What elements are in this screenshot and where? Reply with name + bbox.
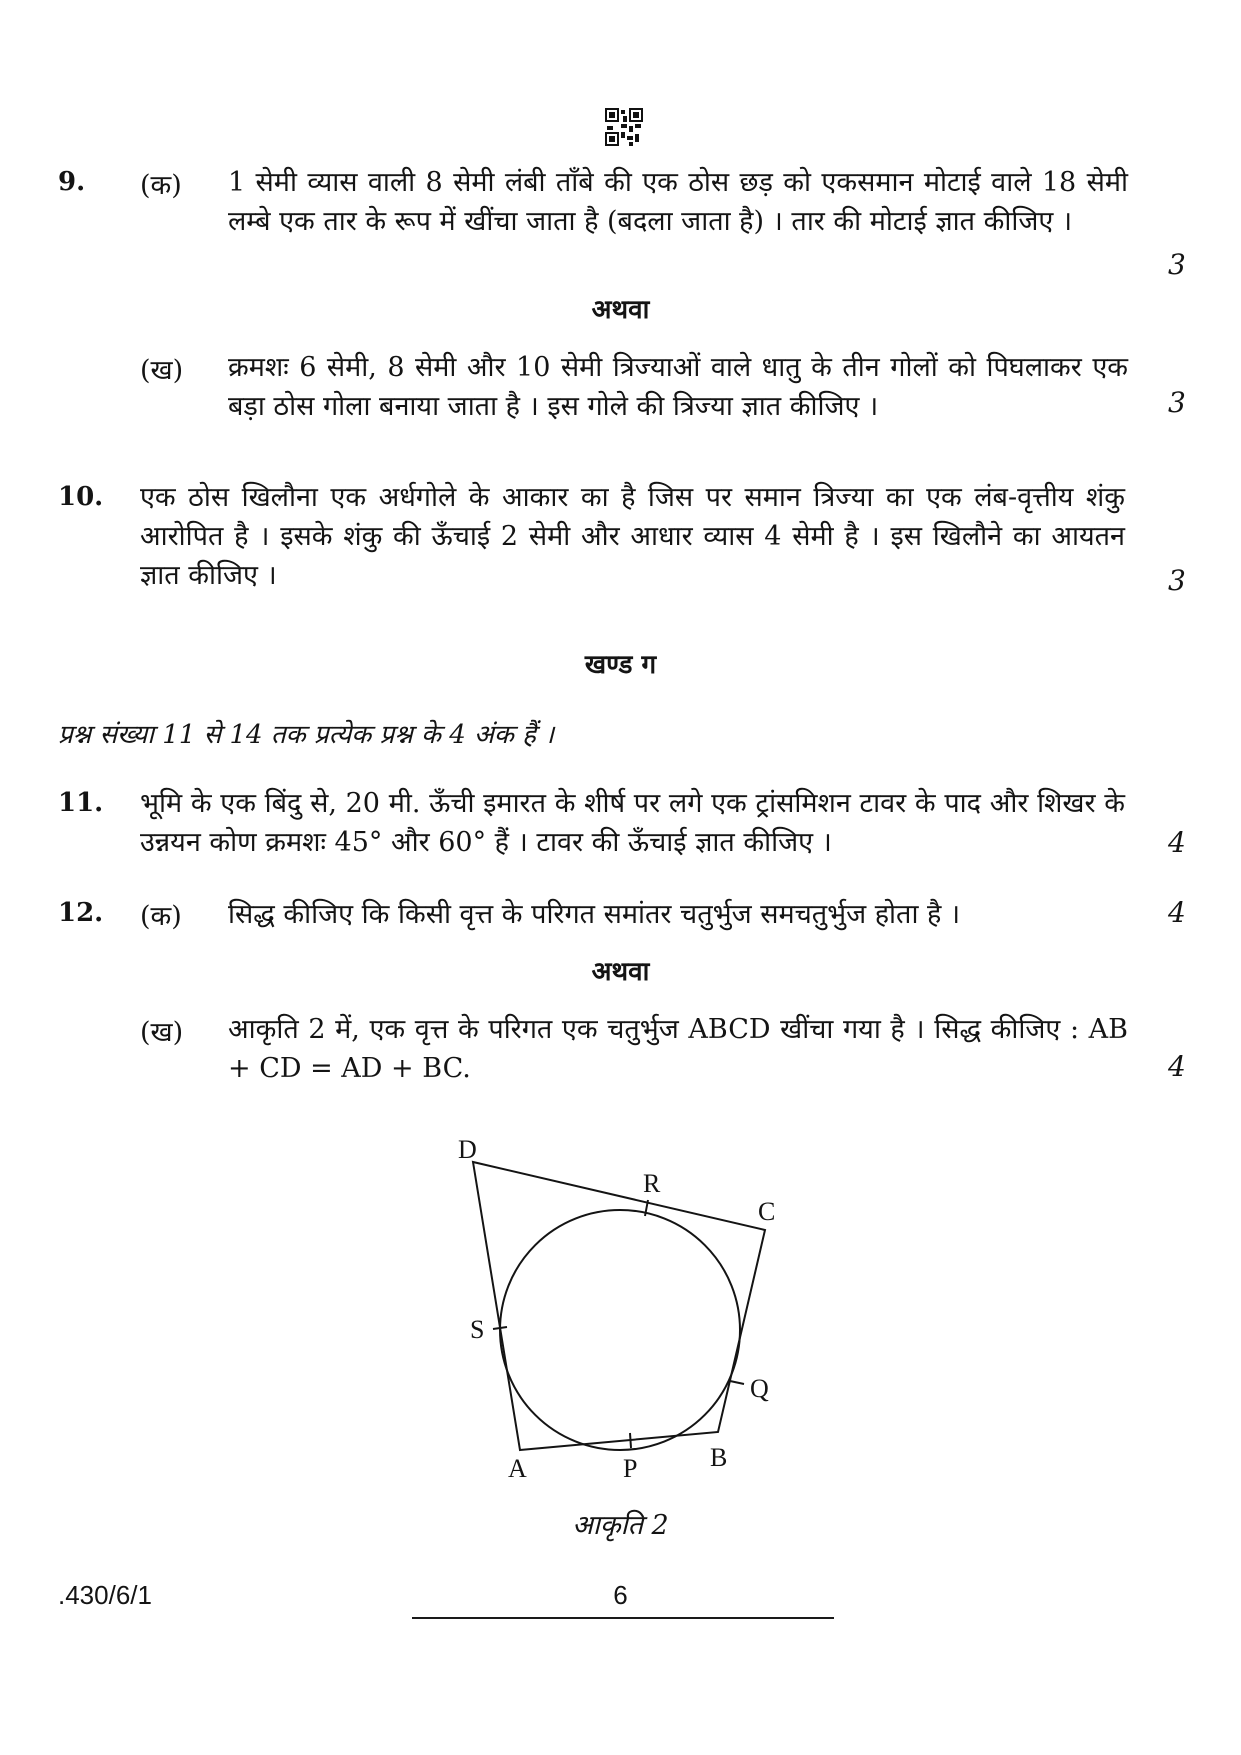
- question-number-12: 12.: [58, 898, 104, 928]
- label-b: B: [710, 1443, 728, 1472]
- section-title: खण्ड ग: [584, 650, 657, 680]
- page-number: 6: [613, 1580, 628, 1610]
- tick-s: [493, 1327, 507, 1329]
- figure-caption: आकृति 2: [572, 1510, 669, 1541]
- question-number-10: 10.: [58, 482, 104, 512]
- label-r: R: [643, 1169, 661, 1198]
- q12-part-a-marks: 4: [1168, 896, 1186, 929]
- paper-code: .430/6/1: [58, 1580, 152, 1610]
- q11-marks: 4: [1168, 826, 1186, 859]
- footer-rule: [412, 1617, 834, 1619]
- q11-text: भूमि के एक बिंदु से, 20 मी. ऊँची इमारत के शीर्ष पर लगे एक ट्रांसमिशन टावर के पाद और शिखर के उन्नयन कोण क्रमशः 45° और 60° हैं । टावर की ऊँचाई ज्ञात कीजिए ।: [140, 788, 1125, 858]
- question-number-11: 11.: [58, 788, 104, 818]
- q9-or-label: अथवा: [591, 295, 650, 325]
- section-instruction: प्रश्न संख्या 11 से 14 तक प्रत्येक प्रश्न के 4 अंक हैं ।: [58, 720, 555, 750]
- q9-part-b-label: (ख): [140, 355, 184, 386]
- tick-q: [730, 1381, 744, 1384]
- q10-marks: 3: [1168, 564, 1186, 597]
- label-q: Q: [750, 1374, 769, 1403]
- q12-part-b-text: आकृति 2 में, एक वृत्त के परिगत एक चतुर्भुज ABCD खींचा गया है । सिद्ध कीजिए : AB + CD = AD + BC.: [228, 1014, 1128, 1084]
- label-p: P: [623, 1454, 638, 1480]
- q9-part-b-text: क्रमशः 6 सेमी, 8 सेमी और 10 सेमी त्रिज्याओं वाले धातु के तीन गोलों को पिघलाकर एक बड़ा ठोस गोला बनाया जाता है । इस गोले की त्रिज्या ज्ञात कीजिए ।: [228, 352, 1128, 422]
- q9-part-a-marks: 3: [1168, 248, 1186, 281]
- quadrilateral-abcd: [473, 1162, 765, 1450]
- label-d: D: [458, 1135, 477, 1164]
- q9-part-a-label: (क): [140, 170, 182, 201]
- label-c: C: [758, 1197, 776, 1226]
- q12-part-b-marks: 4: [1168, 1050, 1186, 1083]
- label-a: A: [508, 1454, 527, 1480]
- inscribed-circle: [500, 1210, 740, 1450]
- q12-part-a-label: (क): [140, 901, 182, 932]
- question-number-9: 9.: [58, 167, 86, 197]
- q12-part-a-text: सिद्ध कीजिए कि किसी वृत्त के परिगत समांतर चतुर्भुज समचतुर्भुज होता है ।: [228, 899, 961, 930]
- figure-2-diagram: [440, 1120, 800, 1480]
- qr-code-icon: [605, 108, 643, 146]
- q12-part-b-label: (ख): [140, 1017, 184, 1048]
- q12-or-label: अथवा: [591, 957, 650, 987]
- label-s: S: [470, 1315, 485, 1344]
- q10-text: एक ठोस खिलौना एक अर्धगोले के आकार का है जिस पर समान त्रिज्या का एक लंब-वृत्तीय शंकु आरोपित है । इसके शंकु की ऊँचाई 2 सेमी और आधार व्यास 4 सेमी है । इस खिलौने का आयतन ज्ञात कीजिए ।: [140, 482, 1125, 591]
- q9-part-a-text: 1 सेमी व्यास वाली 8 सेमी लंबी ताँबे की एक ठोस छड़ को एकसमान मोटाई वाले 18 सेमी लम्बे एक तार के रूप में खींचा जाता है (बदला जाता है) । तार की मोटाई ज्ञात कीजिए ।: [228, 167, 1128, 237]
- q9-part-b-marks: 3: [1168, 386, 1186, 419]
- tick-p: [630, 1433, 631, 1448]
